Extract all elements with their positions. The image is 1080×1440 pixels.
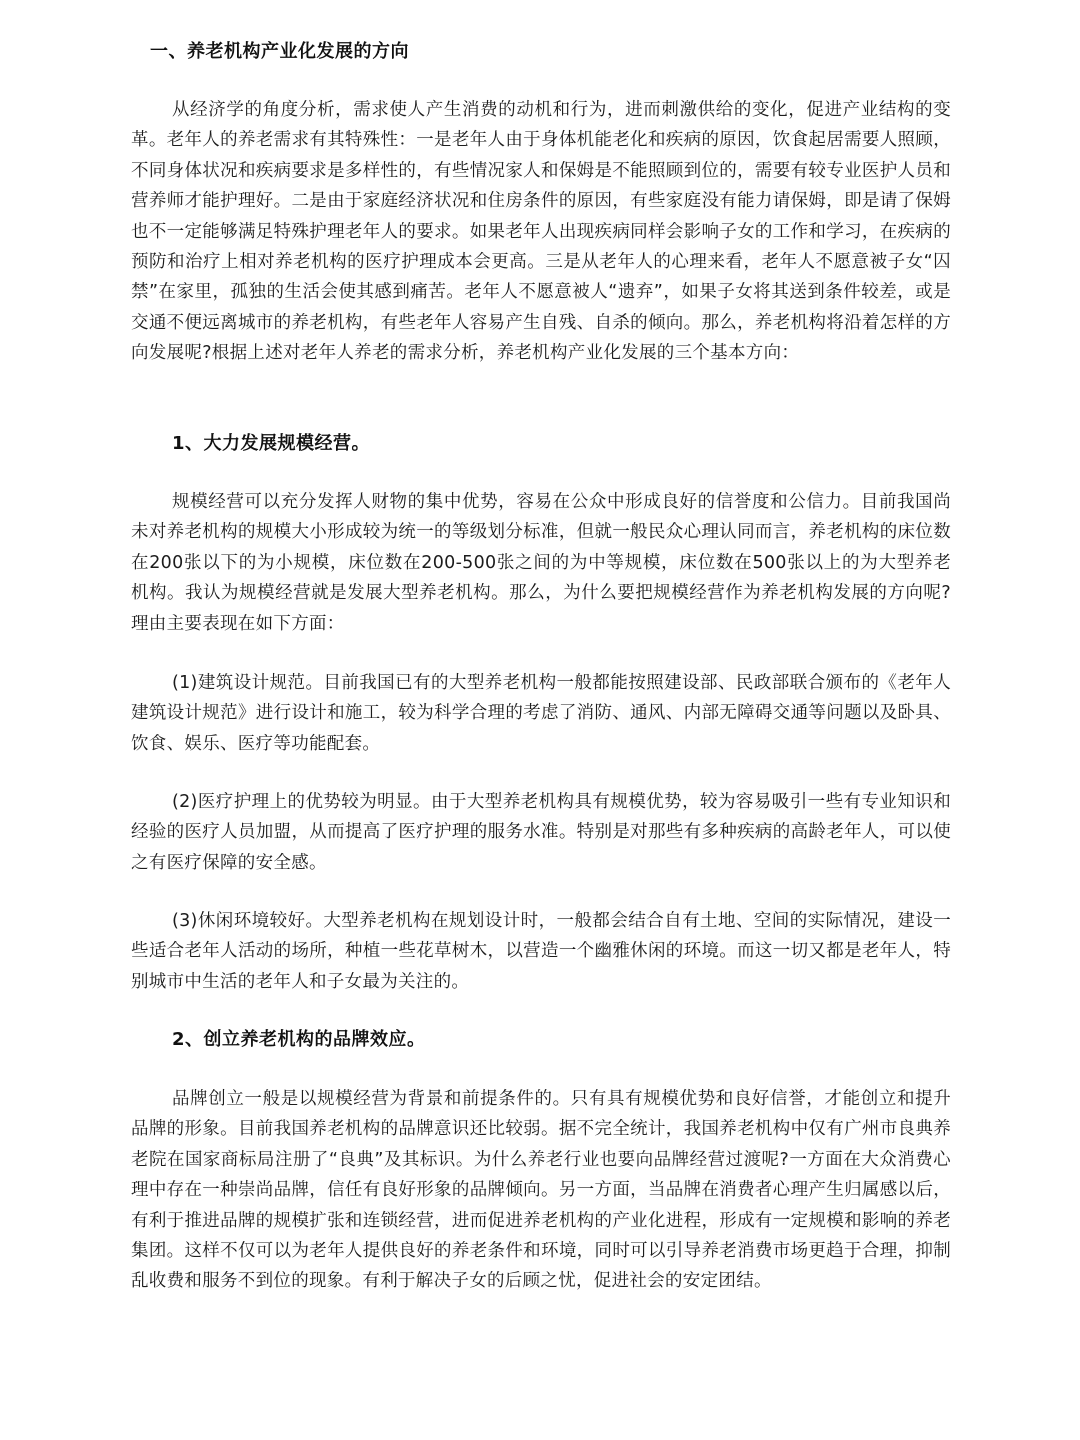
paragraph-5: (3)休闲环境较好。大型养老机构在规划设计时，一般都会结合自有土地、空间的实际情况，建设一些适合老年人活动的场所，种植一些花草树木，以营造一个幽雅休闲的环境。而这一切又都是老年人，特别城市中生活的老年人和子女最为关注的。 bbox=[131, 911, 951, 992]
paragraph-1: 从经济学的角度分析，需求使人产生消费的动机和行为，进而刺激供给的变化，促进产业结构的变革。老年人的养老需求有其特殊性：一是老年人由于身体机能老化和疾病的原因，饮食起居需要人照顾，不同身体状况和疾病要求是多样性的，有些情况家人和保姆是不能照顾到位的，需要有较专业医护人员和营养师才能护理好。二是由于家庭经济状况和住房条件的原因，有些家庭没有能力请保姆，即是请了保姆也不一定能够满足特殊护理老年人的要求。如果老年人出现疾病同样会影响子女的工作和学习，在疾病的预防和治疗上相对养老机构的医疗护理成本会更高。三是从老年人的心理来看，老年人不愿意被子女“囚禁”在家里，孤独的生活会使其感到痛苦。老年人不愿意被人“遗弃”，如果子女将其送到条件较差，或是交通不便远离城市的养老机构，有些老年人容易产生自残、自杀的倾向。那么，养老机构将沿着怎样的方向发展呢?根据上述对老年人养老的需求分析，养老机构产业化发展的三个基本方向： bbox=[131, 100, 951, 364]
paragraph-6: 品牌创立一般是以规模经营为背景和前提条件的。只有具有规模优势和良好信誉，才能创立和提升品牌的形象。目前我国养老机构的品牌意识还比较弱。据不完全统计，我国养老机构中仅有广州市良典养老院在国家商标局注册了“良典”及其标识。为什么养老行业也要向品牌经营过渡呢?一方面在大众消费心理中存在一种崇尚品牌，信任有良好形象的品牌倾向。另一方面，当品牌在消费者心理产生归属感以后，有利于推进品牌的规模扩张和连锁经营，进而促进养老机构的产业化进程，形成有一定规模和影响的养老集团。这样不仅可以为老年人提供良好的养老条件和环境，同时可以引导养老消费市场更趋于合理，抑制乱收费和服务不到位的现象。有利于解决子女的后顾之忧，促进社会的安定团结。 bbox=[131, 1089, 951, 1292]
subsection-heading-1: 1、大力发展规模经营。 bbox=[172, 433, 371, 454]
paragraph-3: (1)建筑设计规范。目前我国已有的大型养老机构一般都能按照建设部、民政部联合颁布的《老年人建筑设计规范》进行设计和施工，较为科学合理的考虑了消防、通风、内部无障碍交通等问题以及卧具、饮食、娱乐、医疗等功能配套。 bbox=[131, 673, 951, 754]
subsection-heading-2: 2、创立养老机构的品牌效应。 bbox=[172, 1029, 426, 1050]
section-heading-1: 一、养老机构产业化发展的方向 bbox=[150, 41, 409, 62]
paragraph-4: (2)医疗护理上的优势较为明显。由于大型养老机构具有规模优势，较为容易吸引一些有专业知识和经验的医疗人员加盟，从而提高了医疗护理的服务水准。特别是对那些有多种疾病的高龄老年人，可以使之有医疗保障的安全感。 bbox=[131, 792, 951, 873]
paragraph-2: 规模经营可以充分发挥人财物的集中优势，容易在公众中形成良好的信誉度和公信力。目前我国尚未对养老机构的规模大小形成较为统一的等级划分标准，但就一般民众心理认同而言，养老机构的床位数在200张以下的为小规模，床位数在200-500张之间的为中等规模，床位数在500张以上的为大型养老机构。我认为规模经营就是发展大型养老机构。那么，为什么要把规模经营作为养老机构发展的方向呢?理由主要表现在如下方面： bbox=[131, 492, 951, 634]
